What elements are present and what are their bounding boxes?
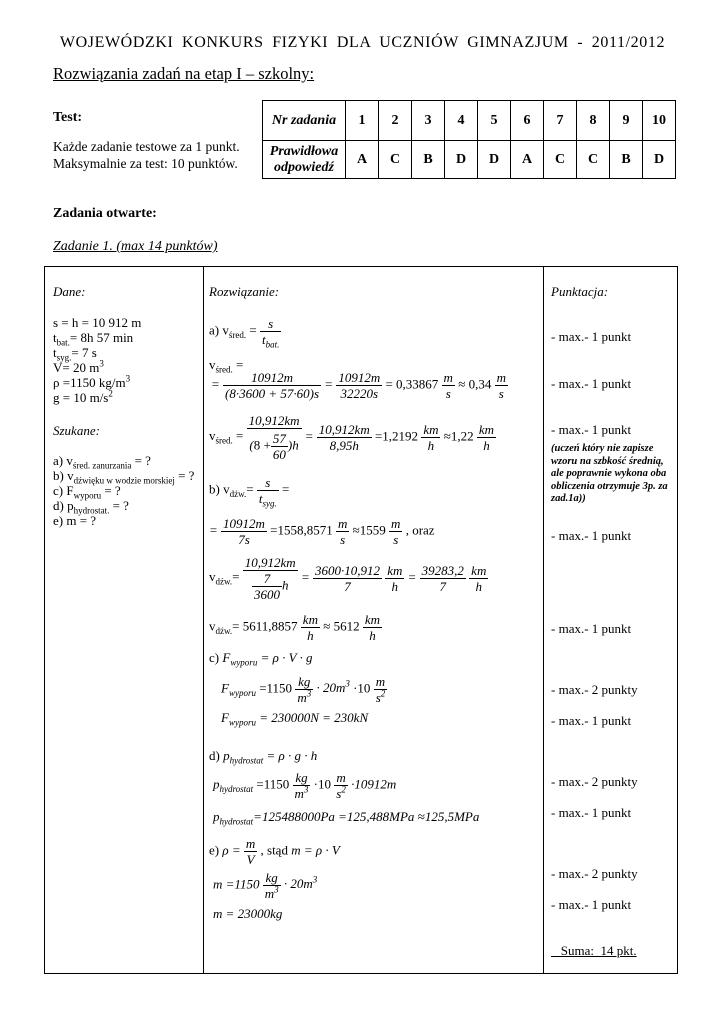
points-item: - max.- 1 punkt [551,713,632,728]
row-header-task-number: Nr zadania [263,101,346,141]
formula-a-definition: a) $v_{śred.}$ = $\frac{s}{t_{bat.}}$ [209,316,280,350]
dane-item: ρ =1150 $kg/m^3$ [53,373,131,390]
formula-c-calc: $F_{wyporu} =1150$ $\frac{kg}{m^3}$ · $20m^3 \cdot 10$ $\frac{m}{s^2}$ [221,674,386,705]
answer-cell: D [445,141,478,179]
dane-item: g = 10 $m/s^2$ [53,388,113,405]
formula-e-definition: e) ρ = $\frac{m}{V}$ , stąd m = ρ · V [209,836,340,867]
solution-header: Rozwiązanie: [209,284,280,299]
test-description [53,138,240,172]
task-number-cell: 6 [511,101,544,141]
points-item: - max.- 1 punkt [551,528,632,543]
points-note: (uczeń który nie zapisze wzoru na szbkość średnią, ale poprawnie wykona oba obliczenia otrzymuje 3p. za zad.1a)) [551,443,668,504]
szukane-item: a) $v_{śred. zanurzania}$ = ? [53,453,151,471]
points-item: - max.- 1 punkt [551,805,632,820]
points-item: - max.- 2 punkty [551,682,638,697]
dane-item: V= 20 $m^3$ [53,358,104,375]
szukane-item: d) $p_{hydrostat.}$ = ? [53,498,129,516]
formula-b-calc-1: = $\frac{10912m}{7s}$ =1558,8571 $\frac{m}{s}$ ≈1559 $\frac{m}{s}$ , oraz [209,516,435,547]
formula-e-calc: m =1150 $\frac{kg}{m^3}$ · $20m^3$ [213,870,318,901]
task-number-cell: 1 [346,101,379,141]
points-item: - max.- 1 punkt [551,376,632,391]
points-item: - max.- 1 punkt [551,621,632,636]
formula-a-calc-2: $v_{śred.}$ = 10,912km (8 + $\frac{57}{60}$ )h = $\frac{10,912km}{8,95h}$ =1,2192 $\frac{km}{h}$ ≈1,22 $\frac{km}{h}$ [209,413,495,462]
row-header-correct-answer [263,141,346,179]
formula-b-result: $v_{dźw.}= 5611,8857$ $\frac{km}{h}$ ≈ 5612 $\frac{km}{h}$ [209,612,381,643]
test-desc-line: Każde zadanie testowe za 1 punkt. [53,139,240,154]
answer-cell: C [379,141,412,179]
dane-item: s = h = 10 912 m [53,315,142,330]
szukane-list [53,453,194,528]
task-number-cell: 2 [379,101,412,141]
page-subtitle: Rozwiązania zadań na etap I – szkolny: [53,64,315,83]
task-number-cell: 9 [610,101,643,141]
page-title: WOJEWÓDZKI KONKURS FIZYKI DLA UCZNIÓW GIMNAZJUM - 2011/2012 [59,34,666,51]
dane-header: Dane: [53,284,86,299]
answer-cell: D [478,141,511,179]
formula-c-definition: c) $F_{wyporu} = \rho \cdot V \cdot g$ [209,650,313,668]
points-item: - max.- 2 punkty [551,866,638,881]
answer-cell: B [412,141,445,179]
dane-list [53,315,141,405]
task-number-cell: 5 [478,101,511,141]
formula-d-definition: d) $p_{hydrostat} = \rho \cdot g \cdot h$ [209,748,318,766]
szukane-item: c) $F_{wyporu}$ = ? [53,483,121,501]
row-header-line: odpowiedź [274,159,334,175]
answer-cell: B [610,141,643,179]
answer-cell: C [577,141,610,179]
test-label: Test: [53,110,83,125]
formula-a-calc-1: = $\frac{10912m}{(8\cdot 3600 + 57\cdot 60)s}$ = $\frac{10912m}{32220s}$ = 0,33867 $\frac{m}{s}$ ≈ 0,34 $\frac{m}{s}$ [211,370,506,401]
formula-e-result: m = 23000kg [213,906,283,921]
open-tasks-label: Zadania otwarte: [53,206,157,221]
points-header: Punktacja: [551,284,609,299]
dane-item: $t_{bat.}= 8h$ 57 min [53,330,134,348]
formula-a-label: $v_{śred.}$ = [209,357,244,375]
formula-d-result: $p_{hydrostat}=125488000Pa =125,488MPa \approx 125,5MPa$ [213,809,480,827]
task-number-cell: 7 [544,101,577,141]
formula-b-definition: b) $v_{dźw.}=$ $\frac{s}{t_{syg.}}$ = [209,475,290,509]
answer-cell: A [346,141,379,179]
formula-b-calc-2: $v_{dźw.}=$ 10,912km $\frac{7}{3600}$ h = $\frac{3600\cdot 10,912}{7}$ $\frac{km}{h}$ = $\frac{39283,2}{7}$ $\frac{km}{h}$ [209,555,487,602]
points-item: - max.- 1 punkt [551,422,632,437]
task-1-label: Zadanie 1. (max 14 punktów) [53,239,218,254]
points-item: - max.- 2 punkty [551,774,638,789]
formula-c-result: $F_{wyporu} = 230000N = 230kN$ [221,710,369,728]
answer-cell: A [511,141,544,179]
points-sum: Suma: 14 pkt. [551,943,637,958]
szukane-item: e) m = ? [53,513,97,528]
task-number-cell: 10 [643,101,676,141]
task-number-cell: 3 [412,101,445,141]
task-number-cell: 8 [577,101,610,141]
row-header-line: Prawidłowa [269,143,339,159]
answer-cell: C [544,141,577,179]
szukane-item: b) $v_{dźwięku w wodzie morskiej}$ = ? [53,468,195,486]
column-divider [203,266,204,974]
column-divider [543,266,544,974]
task-number-cell: 4 [445,101,478,141]
formula-d-calc: $p_{hydrostat} =1150$ $\frac{kg}{m^3}$ ·10 $\frac{m}{s^2}$ ·10912m [213,770,397,801]
points-item: - max.- 1 punkt [551,897,632,912]
points-item: - max.- 1 punkt [551,329,632,344]
dane-item: $t_{syg.}= 7$ s [53,345,97,363]
answers-table [262,100,676,179]
answer-cell: D [643,141,676,179]
szukane-header: Szukane: [53,423,100,438]
test-desc-line: Maksymalnie za test: 10 punktów. [53,156,238,171]
